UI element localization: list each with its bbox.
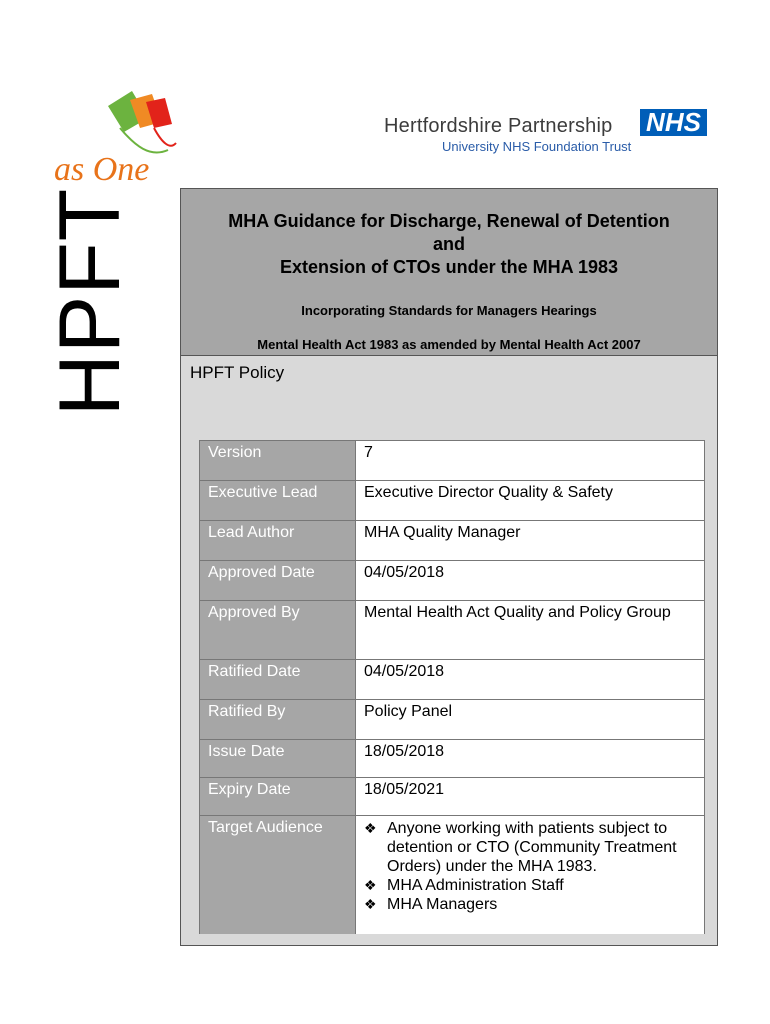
target-audience-list-cell [356, 816, 705, 934]
meta-key: Ratified Date [200, 660, 356, 700]
table-row [200, 660, 705, 700]
meta-key: Executive Lead [200, 481, 356, 521]
policy-metadata-table [199, 440, 705, 934]
document-title-line3: Extension of CTOs under the MHA 1983 [279, 257, 619, 277]
meta-key: Ratified By [200, 700, 356, 740]
meta-key: Approved Date [200, 561, 356, 601]
table-row [200, 816, 705, 934]
meta-key: Expiry Date [200, 778, 356, 816]
target-audience-list [364, 819, 696, 914]
policy-cover-panel [180, 188, 718, 946]
table-row [200, 601, 705, 660]
list-item: ❖ MHA Managers [364, 895, 696, 914]
table-row [200, 700, 705, 740]
meta-key: Version [200, 441, 356, 481]
meta-value: 18/05/2021 [356, 778, 705, 816]
table-row [200, 740, 705, 778]
table-row [200, 778, 705, 816]
meta-key: Lead Author [200, 521, 356, 561]
policy-label: HPFT Policy [190, 363, 285, 382]
meta-key: Approved By [200, 601, 356, 660]
as-one-logo [50, 88, 195, 188]
meta-value: 04/05/2018 [356, 660, 705, 700]
trust-subtitle: University NHS Foundation Trust [442, 139, 632, 154]
meta-key: Target Audience [200, 816, 356, 934]
meta-value: Mental Health Act Quality and Policy Group [356, 601, 705, 660]
table-row [200, 441, 705, 481]
document-subtitle: Incorporating Standards for Managers Hearings [301, 303, 597, 318]
trust-name: Hertfordshire Partnership [384, 115, 613, 137]
hpft-text: HPFT [42, 187, 138, 417]
meta-value: Executive Director Quality & Safety [356, 481, 705, 521]
meta-value: 04/05/2018 [356, 561, 705, 601]
table-row [200, 561, 705, 601]
meta-value: Policy Panel [356, 700, 705, 740]
table-row [200, 521, 705, 561]
hpft-vertical-title [35, 187, 145, 417]
meta-value: MHA Quality Manager [356, 521, 705, 561]
document-title-line2: and [432, 234, 465, 254]
nhs-logo: NHS [640, 109, 707, 136]
list-item: ❖ MHA Administration Staff [364, 876, 696, 895]
list-item: ❖ Anyone working with patients subject to detention or CTO (Community Treatment Orders) under the MHA 1983. [364, 819, 696, 876]
document-title-line1: MHA Guidance for Discharge, Renewal of Detention [228, 211, 670, 231]
logo-text: as One [54, 151, 150, 188]
title-box [181, 189, 717, 356]
trust-header [384, 108, 714, 158]
meta-value: 7 [356, 441, 705, 481]
meta-value: 18/05/2018 [356, 740, 705, 778]
document-act-reference: Mental Health Act 1983 as amended by Mental Health Act 2007 [257, 337, 641, 352]
meta-key: Issue Date [200, 740, 356, 778]
table-row [200, 481, 705, 521]
